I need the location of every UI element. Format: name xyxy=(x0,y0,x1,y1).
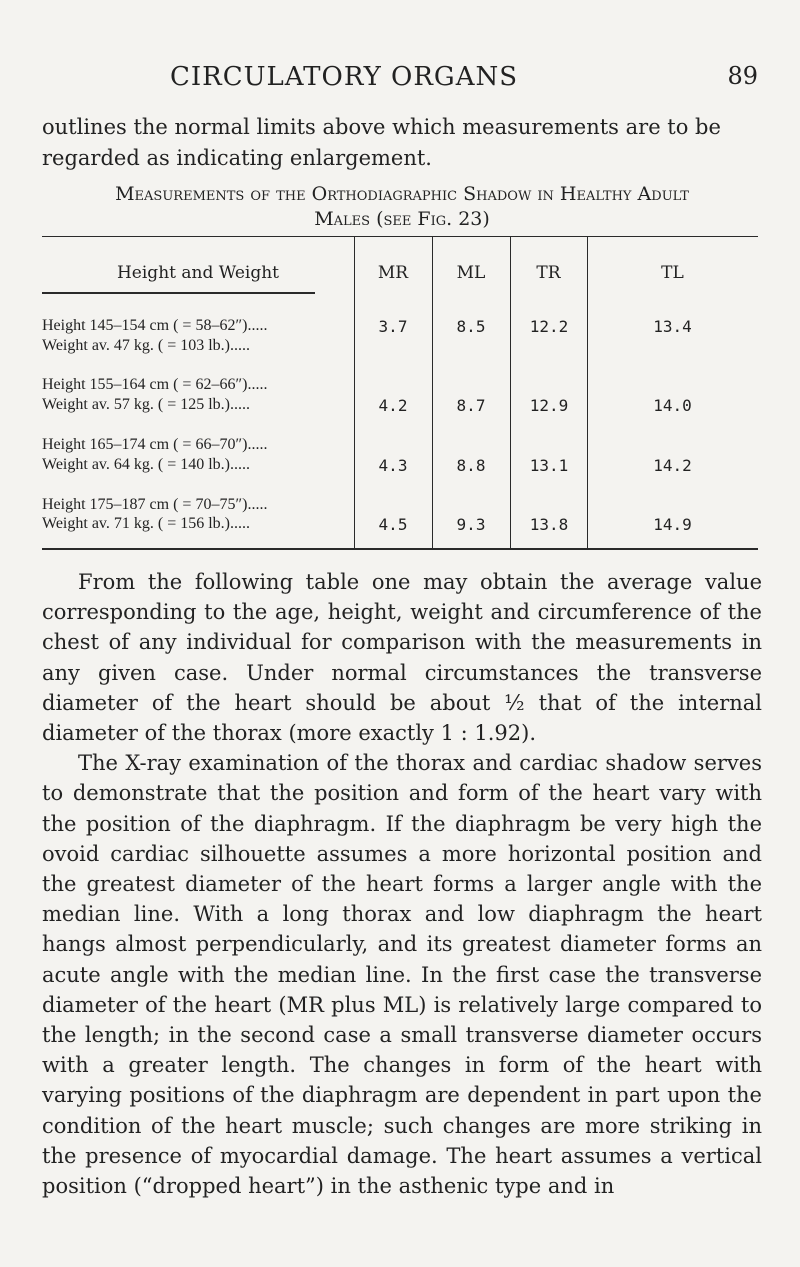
column-header-tl: TL xyxy=(661,263,684,283)
cell-ml: 8.5 xyxy=(456,317,486,336)
table-caption-line-1: Measurements of the Orthodiagraphic Shadow in Healthy Adult xyxy=(115,183,689,205)
column-header-height-weight: Height and Weight xyxy=(116,263,279,283)
row-height-label: Height 165–174 cm ( = 66–70″)..... xyxy=(42,436,268,453)
row-weight-label: Weight av. 57 kg. ( = 125 lb.)..... xyxy=(42,396,250,413)
page-header xyxy=(0,62,800,96)
row-height-label: Height 155–164 cm ( = 62–66″)..... xyxy=(42,376,268,393)
cell-tl: 14.2 xyxy=(653,456,692,475)
cell-mr: 4.5 xyxy=(378,515,408,534)
cell-tr: 12.2 xyxy=(529,317,569,336)
cell-tr: 13.8 xyxy=(529,515,569,534)
running-title: CIRCULATORY ORGANS xyxy=(170,62,519,92)
row-weight-label: Weight av. 71 kg. ( = 156 lb.)..... xyxy=(42,515,250,532)
cell-tr: 13.1 xyxy=(529,456,569,475)
intro-paragraph: outlines the normal limits above which measurements are to be regarded as indicating enlargement. xyxy=(42,115,721,170)
cell-ml: 8.8 xyxy=(456,456,486,475)
cell-mr: 3.7 xyxy=(378,317,408,336)
paragraph: The X-ray examination of the thorax and cardiac shadow serves to demonstrate that the position and form of the heart vary with the position of the diaphragm. If the diaphragm be very high the ovoid cardiac silhouette assumes a more horizontal position and the greatest diameter of the heart forms a larger angle with the median line. With a long thorax and low diaphragm the heart hangs almost perpendicularly, and its greatest diameter forms an acute angle with the median line. In the first case the transverse diameter of the heart (MR plus ML) is relatively large compared to the length; in the second case a small transverse diameter occurs with a greater length. The changes in form of the heart with varying positions of the diaphragm are dependent in part upon the condition of the heart muscle; such changes are more striking in the presence of myocardial damage. The heart assumes a vertical position (“dropped heart”) in the asthenic type and in xyxy=(42,751,762,1199)
column-header-mr: MR xyxy=(377,263,409,283)
page-number: 89 xyxy=(727,62,758,90)
column-header-ml: ML xyxy=(456,263,486,283)
cell-tl: 14.0 xyxy=(653,396,692,415)
table-bottom-rule xyxy=(42,548,758,550)
cell-ml: 8.7 xyxy=(456,396,486,415)
cell-mr: 4.2 xyxy=(378,396,408,415)
row-height-label: Height 175–187 cm ( = 70–75″)..... xyxy=(42,496,268,513)
table-header-rule-left xyxy=(42,292,315,294)
paragraph: From the following table one may obtain the average value corresponding to the age, height, weight and circumference of the chest of any individual for comparison with the measurements in any given case. Under normal circumstances the transverse diameter of the heart should be about ½ that of the internal diameter of the thorax (more exactly 1 : 1.92). xyxy=(42,570,762,746)
cell-tr: 12.9 xyxy=(529,396,569,415)
cell-ml: 9.3 xyxy=(456,515,486,534)
row-weight-label: Weight av. 47 kg. ( = 103 lb.)..... xyxy=(42,337,250,354)
table-top-rule xyxy=(42,236,758,237)
cell-mr: 4.3 xyxy=(378,456,408,475)
measurements-table xyxy=(42,236,758,549)
body-text xyxy=(42,567,762,1201)
column-header-tr: TR xyxy=(536,263,561,283)
table-caption xyxy=(42,182,762,232)
cell-tl: 13.4 xyxy=(653,317,692,336)
cell-tl: 14.9 xyxy=(653,515,692,534)
row-weight-label: Weight av. 64 kg. ( = 140 lb.)..... xyxy=(42,456,250,473)
row-height-label: Height 145–154 cm ( = 58–62″)..... xyxy=(42,317,268,334)
table-caption-line-2: Males (see Fig. 23) xyxy=(314,208,490,230)
